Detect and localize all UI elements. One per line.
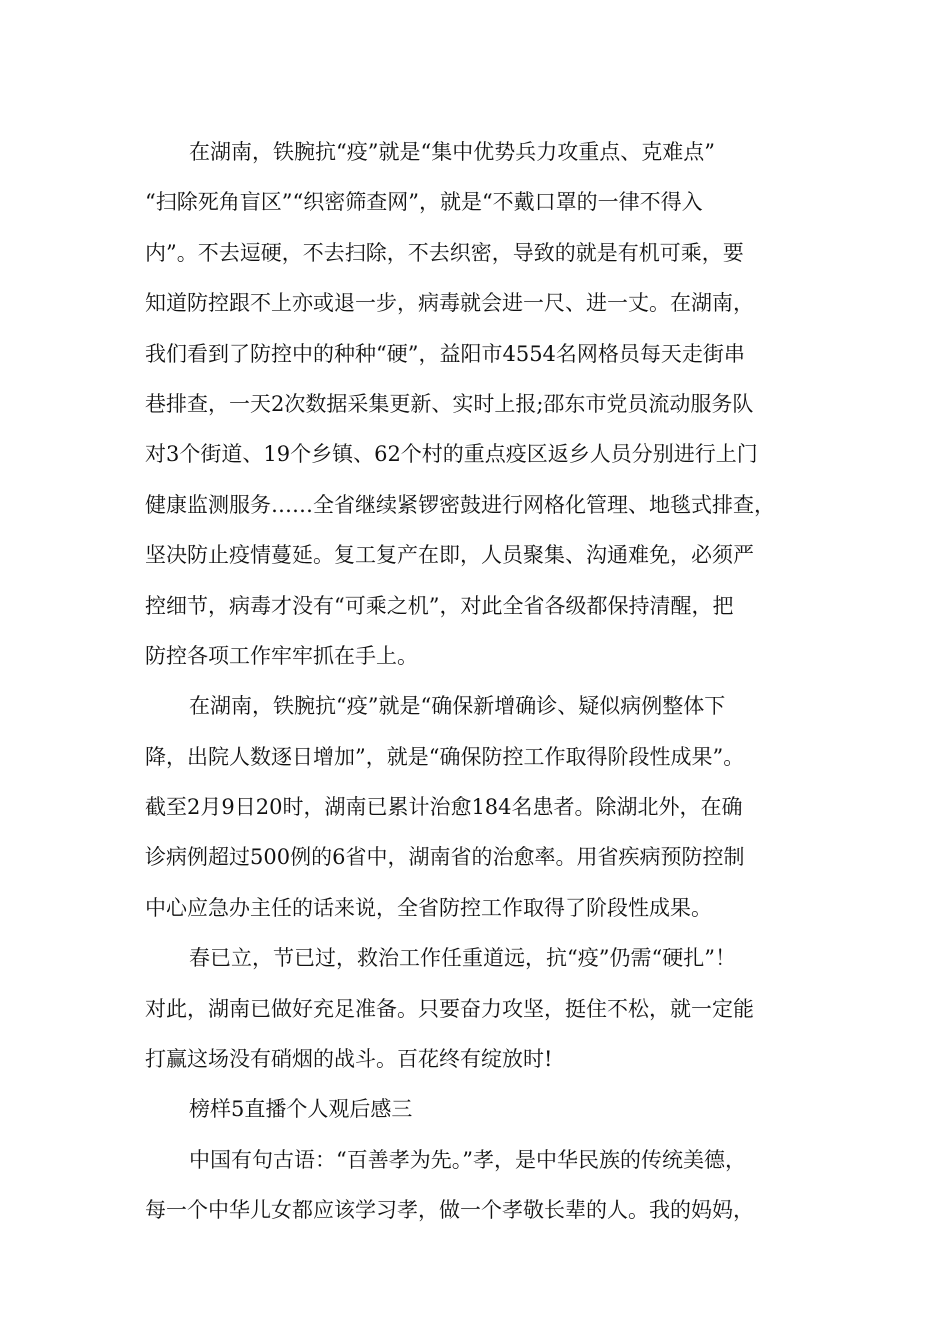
paragraph-line: 知道防控跟不上亦或退一步，病毒就会进一尺、进一丈。在湖南， [145, 291, 754, 316]
paragraph-3 [145, 933, 825, 1084]
section-heading: 榜样5直播个人观后感三 [189, 1097, 413, 1122]
paragraph-line: 截至2月9日20时，湖南已累计治愈184名患者。除湖北外，在确 [145, 795, 743, 820]
paragraph-1 [145, 127, 825, 681]
section-heading-block [145, 1084, 825, 1134]
paragraph-line: 在湖南，铁腕抗“疫”就是“集中优势兵力攻重点、克难点” [189, 140, 715, 164]
paragraph-line: “扫除死角盲区”“织密筛查网”，就是“不戴口罩的一律不得入 [145, 190, 703, 215]
paragraph-line: 在湖南，铁腕抗“疫”就是“确保新增确诊、疑似病例整体下 [189, 694, 726, 719]
paragraph-line: 对此，湖南已做好充足准备。只要奋力攻坚，挺住不松，就一定能 [145, 996, 754, 1021]
paragraph-line: 降，出院人数逐日增加”，就是“确保防控工作取得阶段性成果”。 [145, 744, 745, 769]
paragraph-4 [145, 1135, 825, 1236]
paragraph-line: 健康监测服务……全省继续紧锣密鼓进行网格化管理、地毯式排查， [145, 492, 775, 517]
document-body [145, 127, 825, 1236]
paragraph-line: 打赢这场没有硝烟的战斗。百花终有绽放时! [145, 1047, 553, 1072]
paragraph-line: 防控各项工作牢牢抓在手上。 [145, 643, 418, 668]
paragraph-line: 我们看到了防控中的种种“硬”，益阳市4554名网格员每天走街串 [145, 341, 745, 366]
paragraph-line: 控细节，病毒才没有“可乘之机”，对此全省各级都保持清醒，把 [145, 593, 734, 618]
paragraph-line: 中心应急办主任的话来说，全省防控工作取得了阶段性成果。 [145, 895, 712, 920]
paragraph-2 [145, 681, 825, 933]
paragraph-line: 坚决防止疫情蔓延。复工复产在即，人员聚集、沟通难免，必须严 [145, 543, 754, 568]
paragraph-line: 每一个中华儿女都应该学习孝，做一个孝敬长辈的人。我的妈妈， [145, 1198, 754, 1223]
paragraph-line: 诊病例超过500例的6省中，湖南省的治愈率。用省疾病预防控制 [145, 845, 745, 870]
paragraph-line: 内”。不去逗硬，不去扫除，不去织密，导致的就是有机可乘，要 [145, 240, 744, 265]
paragraph-line: 巷排查，一天2次数据采集更新、实时上报;邵东市党员流动服务队 [145, 391, 754, 416]
paragraph-line: 对3个街道、19个乡镇、62个村的重点疫区返乡人员分别进行上门 [145, 442, 758, 467]
paragraph-line: 中国有句古语：“百善孝为先。”孝，是中华民族的传统美德， [189, 1147, 746, 1172]
paragraph-line: 春已立，节已过，救治工作任重道远，抗“疫”仍需“硬扎”！ [189, 946, 736, 971]
